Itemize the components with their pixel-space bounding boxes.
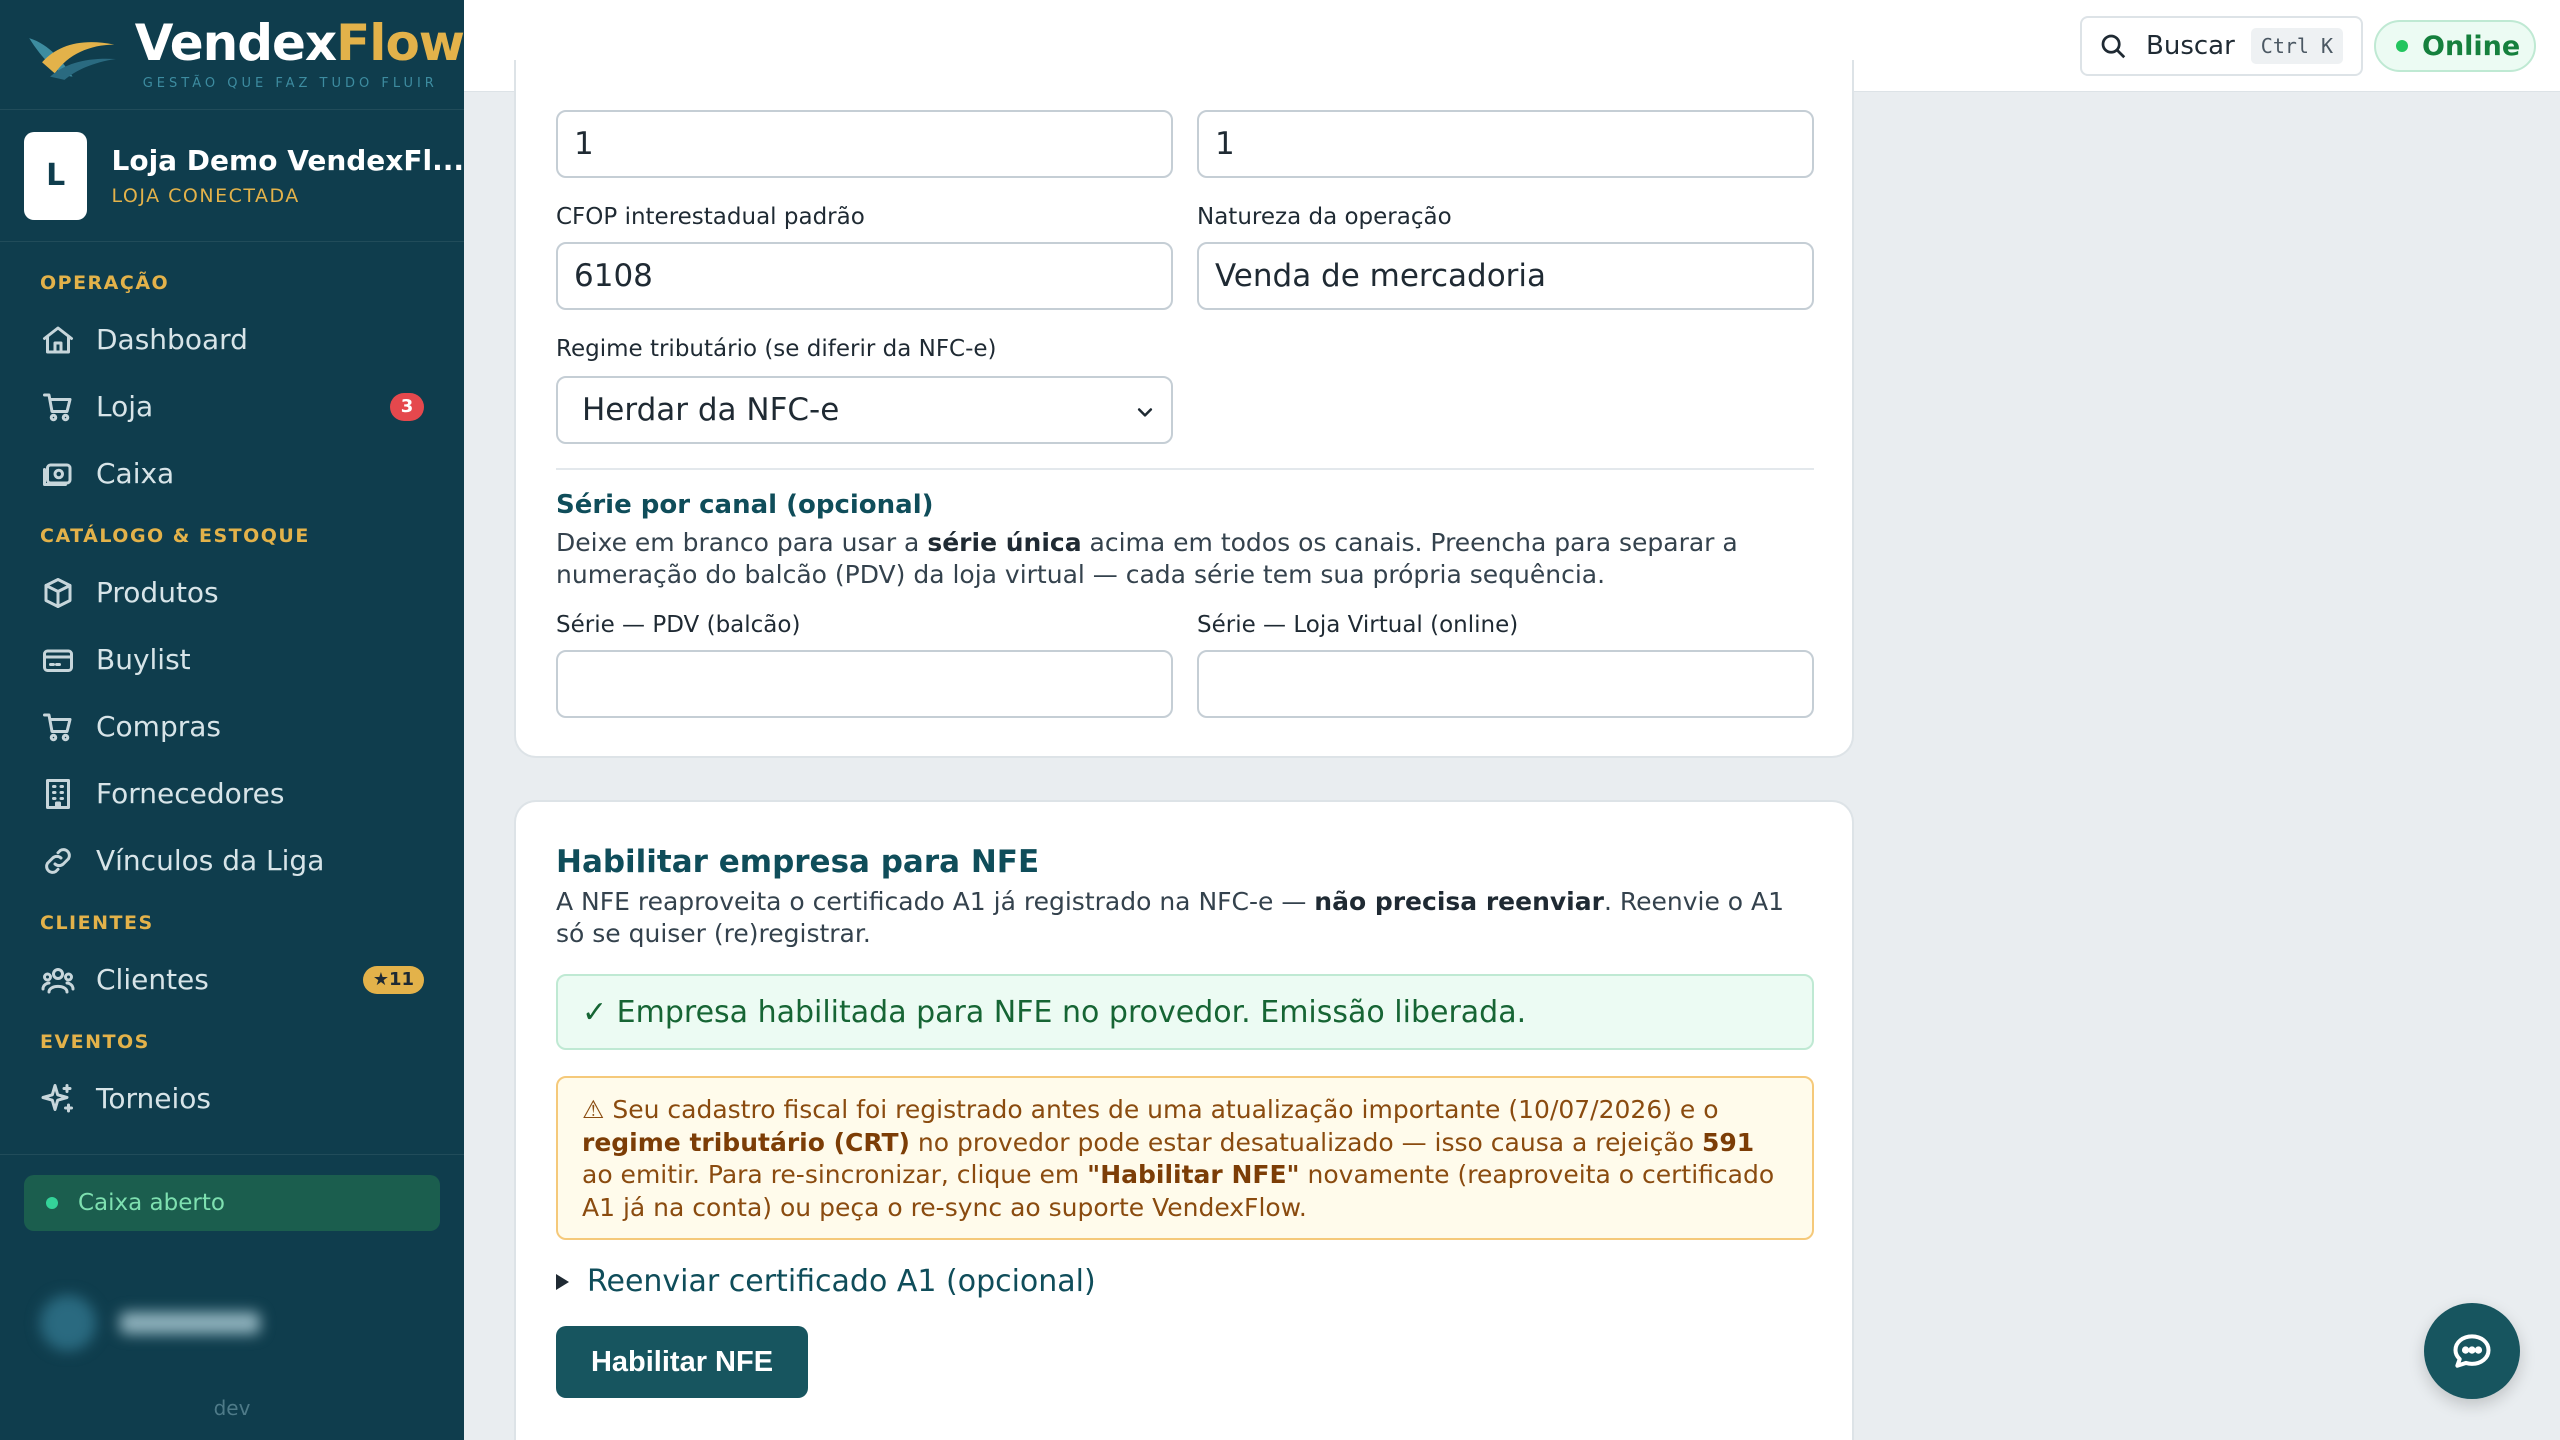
resend-certificate-toggle[interactable] <box>556 1264 1096 1299</box>
sidebar-item-dashboard[interactable] <box>0 306 464 373</box>
avatar <box>40 1295 96 1351</box>
brand-name: VendexFlow <box>134 14 464 72</box>
cfop-input[interactable]: 6108 <box>556 242 1173 310</box>
serie-section-description: Deixe em branco para usar a série única acima em todos os canais. Preencha para separar a numeração do balcão (PDV) da loja virtual — cada série tem sua própria sequência. <box>556 528 1738 589</box>
connection-status-label: Online <box>2422 30 2521 62</box>
fiscal-number-field-right[interactable]: 1 <box>1197 110 1814 178</box>
user-name-redacted <box>120 1312 260 1334</box>
sidebar-item-label: Produtos <box>96 576 219 609</box>
sidebar-item-label: Loja <box>96 390 154 423</box>
natureza-input[interactable]: Venda de mercadoria <box>1197 242 1814 310</box>
sidebar-item-label: Dashboard <box>96 323 248 356</box>
clientes-count-badge: ★11 <box>363 966 424 994</box>
search-shortcut: Ctrl K <box>2251 28 2343 64</box>
nav-section-eventos: EVENTOS <box>40 1031 150 1053</box>
loja-count-badge: 3 <box>390 393 424 421</box>
store-avatar: L <box>24 132 87 220</box>
home-icon <box>40 322 76 358</box>
sidebar-item-vinculos[interactable] <box>0 827 464 894</box>
nav-section-operacao: OPERAÇÃO <box>40 272 170 294</box>
sidebar-nav <box>0 242 464 1132</box>
triangle-right-icon <box>556 1274 569 1290</box>
sidebar-item-produtos[interactable] <box>0 559 464 626</box>
regime-label: Regime tributário (se diferir da NFC-e) <box>556 336 997 362</box>
sidebar-item-label: Torneios <box>96 1082 211 1115</box>
cart-icon <box>40 709 76 745</box>
sidebar-item-label: Vínculos da Liga <box>96 844 325 877</box>
status-dot-icon <box>2396 40 2408 52</box>
sidebar-item-caixa[interactable] <box>0 440 464 507</box>
sidebar-item-label: Clientes <box>96 963 209 996</box>
box-icon <box>40 575 76 611</box>
sidebar-item-label: Compras <box>96 710 221 743</box>
sidebar-item-label: Buylist <box>96 643 191 676</box>
cash-status-indicator[interactable] <box>24 1175 440 1231</box>
serie-section-title: Série por canal (opcional) <box>556 490 934 520</box>
cash-status-label: Caixa aberto <box>78 1190 225 1216</box>
nfe-card-description: A NFE reaproveita o certificado A1 já registrado na NFC-e — não precisa reenviar. Reenvie o A1 só se quiser (re)registrar. <box>556 887 1785 948</box>
sidebar-item-label: Caixa <box>96 457 175 490</box>
section-divider <box>556 468 1814 470</box>
cfop-label: CFOP interestadual padrão <box>556 204 865 230</box>
nfe-card-title: Habilitar empresa para NFE <box>556 844 1040 880</box>
sidebar-item-fornecedores[interactable] <box>0 760 464 827</box>
global-search-button[interactable] <box>2080 16 2363 76</box>
building-icon <box>40 776 76 812</box>
user-profile[interactable] <box>24 1279 440 1367</box>
chevron-down-icon <box>1135 402 1155 422</box>
fiscal-settings-card <box>514 60 1854 758</box>
status-dot-icon <box>46 1197 58 1209</box>
nav-section-clientes: CLIENTES <box>40 912 154 934</box>
brand[interactable] <box>0 0 464 110</box>
regime-select[interactable] <box>556 376 1173 444</box>
nfe-success-alert: ✓ Empresa habilitada para NFE no provedor. Emissão liberada. <box>556 974 1814 1050</box>
sidebar-item-label: Fornecedores <box>96 777 285 810</box>
sparkles-icon <box>40 1081 76 1117</box>
environment-label: dev <box>213 1396 251 1420</box>
sidebar-item-compras[interactable] <box>0 693 464 760</box>
serie-online-label: Série — Loja Virtual (online) <box>1197 612 1519 638</box>
link-icon <box>40 843 76 879</box>
serie-pdv-input[interactable] <box>556 650 1173 718</box>
cash-register-icon <box>40 456 76 492</box>
serie-pdv-label: Série — PDV (balcão) <box>556 612 801 638</box>
sidebar <box>0 0 464 1440</box>
sidebar-item-buylist[interactable] <box>0 626 464 693</box>
store-name: Loja Demo VendexFl... <box>111 144 464 177</box>
enable-nfe-button[interactable]: Habilitar NFE <box>556 1326 808 1398</box>
regime-selected-value: Herdar da NFC-e <box>582 392 840 428</box>
store-switcher[interactable] <box>0 110 464 242</box>
sidebar-footer <box>0 1154 464 1440</box>
credit-card-icon <box>40 642 76 678</box>
sidebar-item-torneios[interactable] <box>0 1065 464 1132</box>
search-label: Buscar <box>2146 31 2235 61</box>
sidebar-item-clientes[interactable] <box>0 946 464 1013</box>
nfe-enable-card <box>514 800 1854 1440</box>
nav-section-catalogo: CATÁLOGO & ESTOQUE <box>40 525 310 547</box>
brand-tagline: GESTÃO QUE FAZ TUDO FLUIR <box>142 76 438 91</box>
search-icon <box>2098 31 2128 61</box>
users-icon <box>40 962 76 998</box>
serie-online-input[interactable] <box>1197 650 1814 718</box>
fiscal-number-field-left[interactable]: 1 <box>556 110 1173 178</box>
natureza-label: Natureza da operação <box>1197 204 1452 230</box>
cart-icon <box>40 389 76 425</box>
wave-logo-icon <box>26 20 121 90</box>
crt-warning-alert: ⚠ Seu cadastro fiscal foi registrado antes de uma atualização importante (10/07/2026) e o regime tributário (CRT) no provedor pode estar desatualizado — isso causa a rejeição 591 ao emitir. Para re-sincronizar, clique em "Habilitar NFE" novamente (reaproveita o certificado A1 já na conta) ou peça o re-sync ao suporte VendexFlow. <box>556 1076 1814 1240</box>
chat-bubble-icon <box>2450 1329 2494 1373</box>
resend-certificate-label: Reenviar certificado A1 (opcional) <box>587 1264 1096 1299</box>
support-chat-button[interactable] <box>2424 1303 2520 1399</box>
store-status: LOJA CONECTADA <box>111 185 300 207</box>
connection-status-badge <box>2374 20 2536 72</box>
sidebar-item-loja[interactable] <box>0 373 464 440</box>
